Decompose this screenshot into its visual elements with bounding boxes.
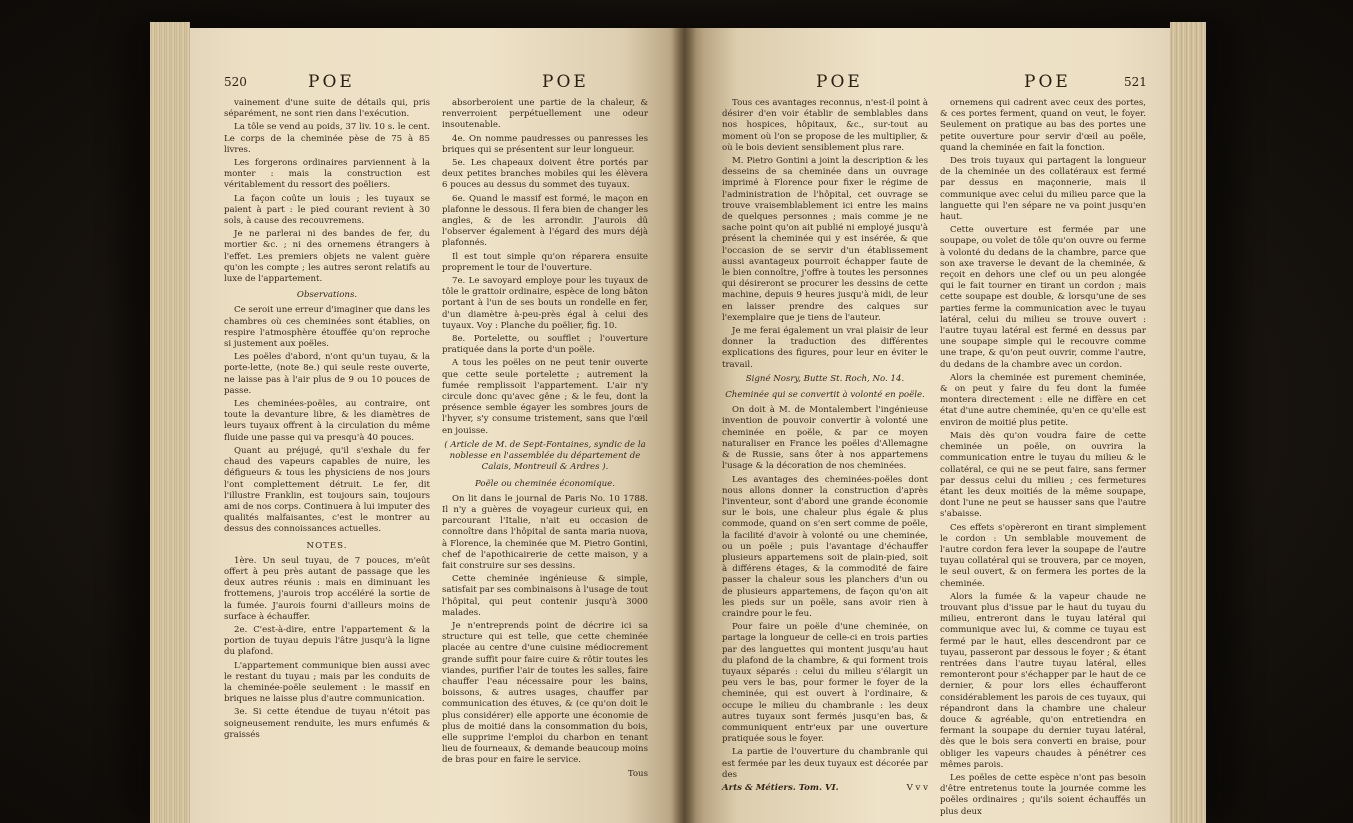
paragraph: A tous les poëles on ne peut tenir ouverte que cette seule portelette ; autrement la fumée remplissoit l'appartement. L'air n'y circule donc qu'avec gêne ; & le feu, dont la présence semble égayer les sombres jours de l'hyver, s'y consume tristement, sans que l'œil en jouisse. xyxy=(442,358,648,436)
paragraph: vainement d'une suite de détails qui, pris séparément, ne sont rien dans l'exécution. xyxy=(224,98,430,120)
paragraph: Les avantages des cheminées-poëles dont nous allons donner la construction d'après l'inventeur, sont d'abord une grande économie sur le bois, une chaleur plus égale & plus commode, quand on s'en sert comme de poële, la facilité d'avoir à volonté ou une cheminée, ou un poële ; puis l'avantage d'échauffer plusieurs appartemens soit de plain-pied, soit à différens étages, & la commodité de faire passer la chaleur sous les planchers d'un ou de plusieurs appartemens, de façon qu'on ait les pieds sur un poële, sans avoir rien à craindre pour le feu. xyxy=(722,474,928,619)
paragraph: 4e. On nomme paudresses ou panresses les briques qui se présentent sur leur longueur. xyxy=(442,133,648,155)
paragraph: La partie de l'ouverture du chambranle qui est fermée par les deux tuyaux est décorée par des xyxy=(722,747,928,780)
signature-line: Signé Nosry, Butte St. Roch, No. 14. xyxy=(745,373,905,384)
paragraph: ornemens qui cadrent avec ceux des portes, & ces portes ferment, quand on veut, le foyer. Seulement on pratique au bas des portes une petite ouverture pour servir d'œil au poële, quand la cheminée en fait la fonction. xyxy=(940,98,1146,153)
paragraph: La façon coûte un louis ; les tuyaux se paient à part : le pied courant revient à 30 sols, à cause des recouvremens. xyxy=(224,193,430,227)
left-running-head-2: POE xyxy=(542,72,589,92)
paragraph: Il est tout simple qu'on réparera ensuite proprement le tour de l'ouverture. xyxy=(442,251,648,273)
section-heading-observations: Observations. xyxy=(296,290,358,301)
paragraph: Tous ces avantages reconnus, n'est-il point à désirer d'en voir établir de semblables dans nos hospices, hôpitaux, &c., sur-tout au moment où l'on se propose de les multiplier, & où le bois devient sensiblement plus rare. xyxy=(722,98,928,153)
paragraph: Des trois tuyaux qui partagent la longueur de la cheminée un des collatéraux est fermé par dessus en maçonnerie, mais il communique avec celui du milieu parce que la languette qui l'en sépare ne va point jusqu'en haut. xyxy=(940,156,1146,223)
article-attribution: ( Article de M. de Sept-Fontaines, syndic de la noblesse en l'assemblée du département de Calais, Montreuil & Ardres ). xyxy=(444,439,646,473)
right-running-head-1: POE xyxy=(816,72,863,92)
right-running-head-2: POE xyxy=(1024,72,1071,92)
book-gutter xyxy=(672,28,696,823)
paragraph: 6e. Quand le massif est formé, le maçon en plafonne le dessous. Il fera bien de changer les angles, & de les arrondir. J'aurois dû l'observer également à l'égard des murs déjà plafonnés. xyxy=(442,193,648,249)
paragraph: Alors la cheminée est purement cheminée, & on peut y faire du feu dont la fumée montera directement : elle ne diffère en cet état d'une autre cheminée, qu'en ce qu'elle est environ de moitié plus petite. xyxy=(940,372,1146,428)
paragraph: L'appartement communique bien aussi avec le restant du tuyau ; mais par les conduits de la cheminée-poële seulement : le massif en briques ne laisse plus d'autre communication. xyxy=(224,660,430,705)
section-heading-notes: NOTES. xyxy=(306,540,348,551)
right-column-1 xyxy=(722,98,928,796)
right-column-2 xyxy=(940,98,1146,820)
paragraph: 5e. Les chapeaux doivent être portés par deux petites branches mobiles qui les élèvera 6 pouces au dessus du sommet des tuyaux. xyxy=(442,158,648,191)
paragraph: Cette ouverture est fermée par une soupape, ou volet de tôle qu'on ouvre ou ferme à volonté du dedans de la chambre, parce que son axe traverse le devant de la cheminée, & reçoit en dehors une clef ou un peu alongée qui le fait tourner en tirant un cordon ; mais cette soupape est double, & lorsqu'une de ses parties ferme la communication avec le tuyau latéral, celui du milieu se trouve ouvert : l'autre tuyau latéral est fermé en dessus par une soupape simple qui le recouvre comme une trape, & qu'on peut ouvrir, comme l'autre, du dedans de la chambre avec un cordon. xyxy=(940,225,1146,370)
paragraph: Ce seroit une erreur d'imaginer que dans les chambres où ces cheminées sont établies, on respire l'atmosphère étouffée qu'on reproche si justement aux poëles. xyxy=(224,305,430,350)
paragraph: La tôle se vend au poids, 37 liv. 10 s. le cent. Le corps de la cheminée pèse de 75 à 85 livres. xyxy=(224,122,430,155)
section-heading-economic-stove: Poële ou cheminée économique. xyxy=(474,478,615,489)
catchword: Tous xyxy=(627,768,648,779)
paragraph: Cette cheminée ingénieuse & simple, satisfait par ses combinaisons à l'usage de tout l'hôpital, qui peut contenir jusqu'à 3000 malades. xyxy=(442,574,648,618)
paragraph: Les poëles de cette espèce n'ont pas besoin d'être entretenus toute la journée comme les poëles ordinaires ; qu'ils soient échauffés un plus deux xyxy=(940,772,1146,817)
paragraph: Les forgerons ordinaires parviennent à la monter : mais la construction est véritablement du ressort des poëliers. xyxy=(224,158,430,191)
paragraph: 1ère. Un seul tuyau, de 7 pouces, m'eût offert à peu près autant de passage que les deux autres réunis : mais en diminuant les frottemens, j'aurois trop accéléré la sortie de la fumée. J'aurois fourni d'ailleurs moins de surface à échauffer. xyxy=(224,555,430,622)
paragraph: On doit à M. de Montalembert l'ingénieuse invention de pouvoir convertir à volonté une cheminée en poële, & par ce moyen naturaliser en France les poëles d'Allemagne & de Russie, sans ôter à nos appartemens l'usage & la décoration de nos cheminées. xyxy=(722,405,928,472)
right-page-number: 521 xyxy=(1124,75,1147,89)
paragraph: 3e. Si cette étendue de tuyau n'étoit pas soigneusement renduite, les murs enfumés & graissés xyxy=(224,707,430,740)
paragraph: Je me ferai également un vrai plaisir de leur donner la traduction des différentes explications des figures, pour leur en éviter le travail. xyxy=(722,326,928,370)
paragraph: Ces effets s'opèreront en tirant simplement le cordon : Un semblable mouvement de l'autre cordon fera lever la soupape de l'autre tuyau collatéral qui se trouvera, par ce moyen, le seul ouvert, & on fermera les portes de la cheminée. xyxy=(940,522,1146,589)
signature-mark: V v v xyxy=(906,782,928,793)
left-column-2 xyxy=(442,98,648,782)
paragraph: Je ne parlerai ni des bandes de fer, du mortier &c. ; ni des ornemens étrangers à l'effet. Les premiers objets ne valent guère qu'on les compte ; les autres seront relatifs au luxe de l'appartement. xyxy=(224,229,430,285)
right-page xyxy=(684,28,1170,823)
left-column-1 xyxy=(224,98,430,743)
left-page-edges xyxy=(150,22,190,823)
paragraph: Les cheminées-poëles, au contraire, ont toute la devanture libre, & les diamètres de leurs tuyaux offrent à la circulation du même fluide une passe qui va presqu'à 40 pouces. xyxy=(224,399,430,443)
paragraph: Alors la fumée & la vapeur chaude ne trouvant plus d'issue par le haut du tuyau du milieu, entreront dans le tuyau latéral qui communique avec lui, & comme ce tuyau est fermé par le haut, elles descendront par ce tuyau, passeront par dessous le foyer ; & étant rentrées dans l'autre tuyau latéral, elles remonteront pour s'échapper par le haut de ce dernier, & pour lors elles échaufferont considérablement les parois de ces tuyaux, qui répandront dans la chambre une chaleur douce & agréable, qu'on entretiendra en fermant la soupape du dernier tuyau latéral, dès que le bois sera converti en braise, pour obliger les vapeurs chaudes à pénétrer ces mêmes parois. xyxy=(940,591,1146,770)
footer-volume: Arts & Métiers. Tom. VI. xyxy=(722,782,839,793)
right-page-edges xyxy=(1170,22,1206,823)
paragraph: absorberoient une partie de la chaleur, & renverroient perpétuellement une odeur insoutenable. xyxy=(442,98,648,131)
paragraph: Quant au préjugé, qu'il s'exhale du fer chaud des vapeurs capables de nuire, les défigueurs & tous les physiciens de nos jours l'ont complettement détruit. Le fer, dit l'illustre Franklin, est toujours sain, toujours ami de nos corps. Continuera à lui imputer des qualités malfaisantes, c'est le montrer au dessus des connoissances actuelles. xyxy=(224,445,430,535)
paragraph: 8e. Portelette, ou soufflet ; l'ouverture pratiquée dans la porte d'un poële. xyxy=(442,334,648,356)
paragraph: M. Pietro Gontini a joint la description & les desseins de sa cheminée dans un ouvrage imprimé à Florence pour fixer le régime de l'administration de l'hôpital, cet ouvrage se trouve vraisemblablement ici entre les mains de quelques personnes ; mais comme je ne sache point qu'on ait publié ni employé jusqu'à présent la cheminée qui y est insérée, & que l'occasion de se servir d'un établissement aussi avantageux pourroit échapper faute de le bien connoître, j'offre à toutes les personnes qui désireront se procurer les dessins de cette machine, depuis 9 heures jusqu'à midi, de leur en laisser prendre des calques sur l'exemplaire que je tiens de l'auteur. xyxy=(722,156,928,323)
section-heading-convertible: Cheminée qui se convertit à volonté en poële. xyxy=(725,390,925,401)
paragraph: Je n'entreprends point de décrire ici sa structure qui est telle, que cette cheminée placée au centre d'une cuisine médiocrement grande suffit pour faire cuire & rôtir toutes les viandes, purifier l'air de toutes les salles, faire chauffer l'eau nécessaire pour les bains, boissons, & autres usages, chauffer par communication des étuves, & (ce qu'on doit le plus considérer) elle apporte une économie de plus de moitié dans la consommation du bois, elle supprime l'emploi du charbon en tenant lieu de fourneaux, & demande beaucoup moins de bras pour en faire le service. xyxy=(442,620,648,766)
paragraph: Mais dès qu'on voudra faire de cette cheminée un poële, on ouvrira la communication entre le tuyau du milieu & le collatéral, ce qui ne se peut faire, sans fermer par dessus celui du milieu ; ces fermetures étant les deux moitiés de la même soupape, dont l'une ne peut se hausser sans que l'autre s'abaisse. xyxy=(940,430,1146,520)
paragraph: 2e. C'est-à-dire, entre l'appartement & la portion de tuyau depuis l'âtre jusqu'à la ligne du plafond. xyxy=(224,624,430,658)
left-page-number: 520 xyxy=(224,75,247,89)
paragraph: On lit dans le journal de Paris No. 10 1788. Il n'y a guères de voyageur curieux qui, en parcourant l'Italie, n'ait eu occasion de connoître dans l'hôpital de santa maria nuova, à Florence, la cheminée que M. Pietro Gontini, chef de l'apothicairerie de cette maison, y a fait construire sur ses dessins. xyxy=(442,493,648,571)
paragraph: Pour faire un poële d'une cheminée, on partage la longueur de celle-ci en trois parties par des languettes qui montent jusqu'au haut du plafond de la chambre, & qui forment trois tuyaux séparés : celui du milieu s'élargit un peu vers le bas, pour former le foyer de la cheminée, qui est ouvert à l'ordinaire, & occupe le milieu du chambranle : les deux autres tuyaux sont fermés jusqu'en bas, & communiquent entr'eux par une ouverture pratiquée sous le foyer. xyxy=(722,622,928,745)
paragraph: 7e. Le savoyard employe pour les tuyaux de tôle le grattoir ordinaire, espèce de long bâton portant à l'un de ses bouts un rondelle en fer, d'un diamètre à-peu-près égal à celui des tuyaux. Voy : Planche du poëlier, fig. 10. xyxy=(442,276,648,331)
left-running-head-1: POE xyxy=(308,72,355,92)
page-footer xyxy=(722,783,928,794)
left-page xyxy=(190,28,684,823)
paragraph: Les poëles d'abord, n'ont qu'un tuyau, & la porte-lette, (note 8e.) qui seule reste ouverte, ne laisse pas à l'air plus de 9 ou 10 pouces de passe. xyxy=(224,352,430,396)
